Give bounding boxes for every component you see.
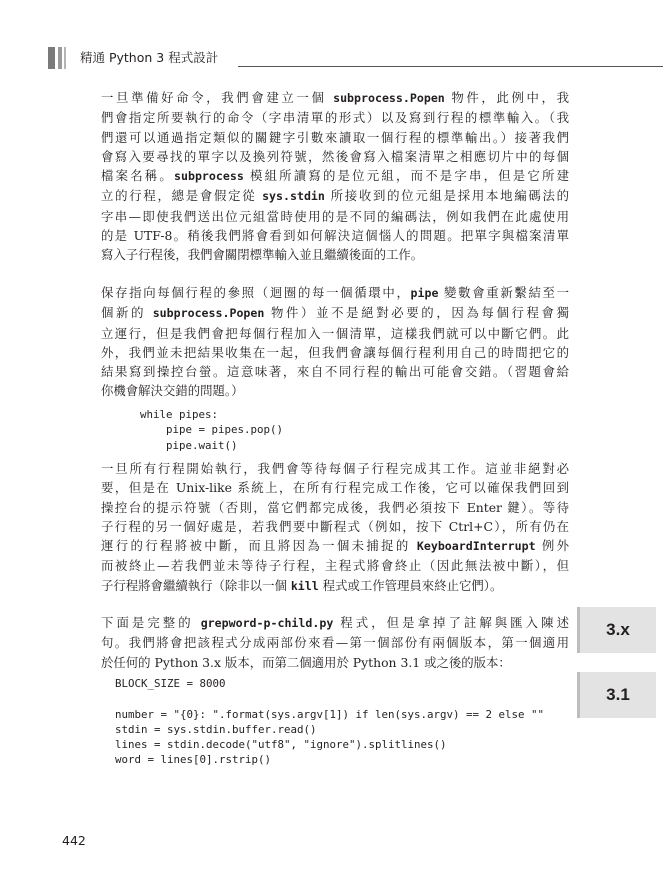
text-line: 子行程的另一個好處是，若我們要中斷程式（例如，按下 Ctrl+C），所有仍在 (101, 518, 569, 534)
code-line: pipe.wait() (140, 438, 238, 452)
paragraph-3 (101, 459, 569, 596)
text-line: 而被終止—若我們並未等待子行程，主程式將會終止（因此無法被中斷），但 (101, 558, 569, 574)
code-line: word = lines[0].rstrip() (115, 753, 272, 767)
code-block-grepword (115, 676, 544, 768)
paragraph-4 (101, 613, 569, 672)
text-line: 運行的行程將被中斷，而且將因為一個未捕捉的 KeyboardInterrupt 例外 (101, 538, 569, 554)
text-line: 句。我們將會把該程式分成兩部份來看—第一個部份有兩個版本，第一個適用 (101, 635, 569, 651)
text-line: 立運行，但是我們會把每個行程加入一個清單，這樣我們就可以中斷它們。此 (101, 325, 569, 341)
text-line: 字串—即使我們送出位元組當時使用的是不同的編碼法，例如我們在此處使用 (101, 208, 569, 224)
version-tab-3x: 3.x (577, 607, 656, 653)
text-line: 立的行程，總是會假定從 sys.stdin 所接收到的位元組是採用本地編碼法的 (101, 188, 569, 204)
code-line: lines = stdin.decode("utf8", "ignore").splitlines() (115, 738, 447, 752)
text-line: 下面是完整的 grepword-p-child.py 程式，但是拿掉了註解與匯入陳述 (101, 615, 569, 630)
code-line: BLOCK_SIZE = 8000 (115, 677, 226, 690)
text-line: 操控台的提示符號（否則，當它們都完成後，我們必須按下 Enter 鍵）。等待 (101, 499, 569, 515)
text-line: 要，但是在 Unix-like 系統上，在所有行程完成工作後，它可以確保我們回到 (101, 480, 569, 496)
header-mark (64, 47, 66, 69)
code-line: pipe = pipes.pop() (140, 423, 284, 437)
code-line: while pipes: (140, 408, 219, 421)
text-line: 一旦所有行程開始執行，我們會等待每個子行程完成其工作。這並非絕對必 (101, 461, 569, 476)
header-mark (48, 47, 55, 69)
text-line: 你機會解決交錯的問題。） (101, 383, 244, 399)
text-line: 檔案名稱。subprocess 模組所讀寫的是位元組，而不是字串，但是它所建 (101, 168, 569, 184)
running-header-title: 精通 Python 3 程式設計 (80, 50, 219, 65)
text-line: 外，我們並未把結果收集在一起，但我們會讓每個行程利用自己的時間把它的 (101, 344, 569, 360)
header-mark (58, 47, 62, 69)
page-number: 442 (62, 833, 86, 848)
version-tab-31: 3.1 (577, 672, 656, 718)
text-line: 個新的 subprocess.Popen 物件）並不是絕對必要的，因為每個行程會獨 (101, 305, 569, 321)
text-line: 一旦準備好命令，我們會建立一個 subprocess.Popen 物件，此例中，我 (101, 90, 569, 105)
code-line: stdin = sys.stdin.buffer.read() (115, 722, 317, 736)
text-line: 保存指向每個行程的參照（迴圈的每一個循環中，pipe 變數會重新繫結至一 (101, 285, 569, 300)
text-line: 子行程將會繼續執行（除非以一個 kill 程式或工作管理員來終止它們）。 (101, 577, 503, 593)
text-line: 於任何的 Python 3.x 版本，而第二個適用於 Python 3.1 或之後的版本： (101, 654, 511, 670)
text-line: 結果寫到操控台螢。這意味著，來自不同行程的輸出可能會交錯。（習題會給 (101, 364, 569, 380)
text-line: 們還可以通過指定類似的關鍵字引數來讀取一個行程的標準輸出。）接著我們 (101, 129, 569, 145)
code-line: number = "{0}: ".format(sys.argv[1]) if len(sys.argv) == 2 else "" (115, 707, 545, 721)
paragraph-2 (101, 283, 569, 401)
code-block-while-pipes (140, 407, 283, 453)
paragraph-1 (101, 88, 569, 265)
text-line: 的是 UTF-8。稍後我們將會看到如何解決這個惱人的問題。把單字與檔案清單 (101, 228, 569, 244)
text-line: 會寫入要尋找的單字以及換列符號，然後會寫入檔案清單之相應切片中的每個 (101, 148, 569, 164)
text-line: 寫入子行程後，我們會關閉標準輸入並且繼續後面的工作。 (101, 247, 424, 263)
header-rule (238, 66, 663, 67)
text-line: 們會指定所要執行的命令（字串清單的形式）以及寫到行程的標準輸入。（我 (101, 110, 569, 126)
